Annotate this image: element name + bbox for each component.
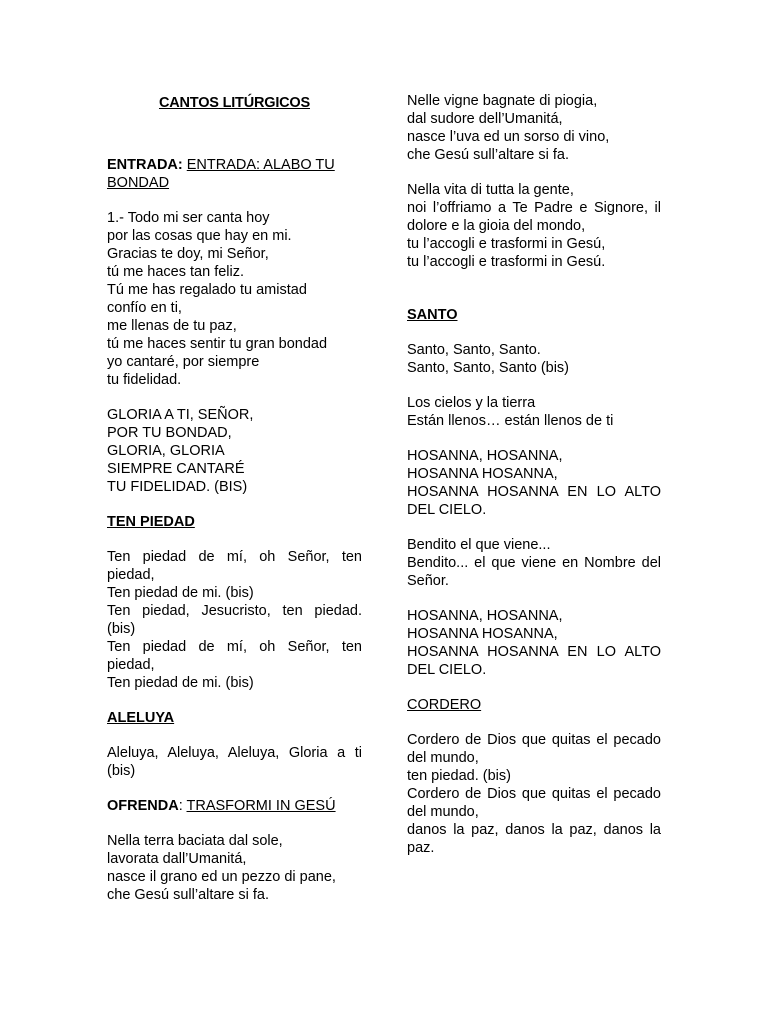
lyric-line: Santo, Santo, Santo (bis) [407, 360, 570, 376]
lyric-line: Bendito... el que viene en Nombre del [407, 555, 661, 571]
lyric-line: HOSANNA HOSANNA EN LO ALTO [407, 484, 661, 500]
lyric-line: Cordero de Dios que quitas el pecado [407, 732, 661, 748]
entrada-heading [107, 156, 362, 192]
lyric-line: POR TU BONDAD, [107, 425, 232, 441]
aleluya-lyrics [107, 744, 362, 780]
aleluya-heading-text: ALELUYA [107, 710, 175, 726]
lyric-line: tú me haces sentir tu gran bondad [107, 336, 328, 352]
cordero-lyrics [407, 731, 661, 857]
entrada-verse [107, 209, 362, 389]
lyric-line: HOSANNA, HOSANNA, [407, 448, 563, 464]
left-column [107, 92, 362, 904]
lyric-line: Ten piedad de mí, oh Señor, ten [107, 639, 362, 655]
santo-heading-text: SANTO [407, 307, 458, 323]
lyric-line: TU FIDELIDAD. (BIS) [107, 479, 248, 495]
lyric-line: HOSANNA HOSANNA EN LO ALTO [407, 644, 661, 660]
lyric-line: Nella vita di tutta la gente, [407, 182, 574, 198]
cordero-heading [407, 696, 661, 714]
lyric-line: Tú me has regalado tu amistad [107, 282, 307, 298]
lyric-line: che Gesú sull’altare si fa. [407, 147, 569, 163]
lyric-line: tu fidelidad. [107, 372, 182, 388]
ofrenda-label: OFRENDA [107, 798, 179, 814]
right-column [407, 92, 661, 857]
ofrenda-heading [107, 797, 362, 815]
lyric-line: por las cosas que hay en mi. [107, 228, 292, 244]
lyric-line: del mundo, [407, 750, 479, 766]
lyric-line: del mundo, [407, 804, 479, 820]
lyric-line: DEL CIELO. [407, 502, 487, 518]
lyric-line: dal sudore dell’Umanitá, [407, 111, 563, 127]
lyric-line: 1.- Todo mi ser canta hoy [107, 210, 270, 226]
ten-piedad-heading [107, 513, 362, 531]
lyric-line: HOSANNA, HOSANNA, [407, 608, 563, 624]
lyric-line: piedad, [107, 567, 155, 583]
lyric-line: SIEMPRE CANTARÉ [107, 461, 245, 477]
lyric-line: (bis) [107, 763, 136, 779]
lyric-line: Señor. [407, 573, 449, 589]
lyric-line: Cordero de Dios que quitas el pecado [407, 786, 661, 802]
lyric-line: Ten piedad de mi. (bis) [107, 585, 254, 601]
lyric-line: ten piedad. (bis) [407, 768, 511, 784]
lyric-line: Ten piedad, Jesucristo, ten piedad. [107, 603, 362, 619]
lyric-line: GLORIA, GLORIA [107, 443, 225, 459]
lyric-line: dolore e la gioia del mondo, [407, 218, 586, 234]
santo-lyrics [407, 341, 661, 679]
lyric-line: GLORIA A TI, SEÑOR, [107, 407, 254, 423]
lyric-line: Gracias te doy, mi Señor, [107, 246, 269, 262]
lyric-line: lavorata dall’Umanitá, [107, 851, 247, 867]
lyric-line: yo cantaré, por siempre [107, 354, 260, 370]
lyric-line: confío en ti, [107, 300, 182, 316]
lyric-line: noi l’offriamo a Te Padre e Signore, il [407, 200, 661, 216]
lyric-line: HOSANNA HOSANNA, [407, 626, 558, 642]
ofrenda-colon: : [178, 798, 183, 814]
entrada-song-title: ENTRADA: ALABO TU [186, 157, 335, 173]
lyric-line: Nella terra baciata dal sole, [107, 833, 283, 849]
aleluya-heading [107, 709, 362, 727]
lyric-line: HOSANNA HOSANNA, [407, 466, 558, 482]
lyric-line: tú me haces tan feliz. [107, 264, 245, 280]
lyric-line: Santo, Santo, Santo. [407, 342, 541, 358]
santo-heading [407, 306, 661, 324]
lyric-line: paz. [407, 840, 435, 856]
lyric-line: me llenas de tu paz, [107, 318, 237, 334]
lyric-line: nasce il grano ed un pezzo di pane, [107, 869, 336, 885]
lyric-line: tu l’accogli e trasformi in Gesú, [407, 236, 606, 252]
lyric-line: Los cielos y la tierra [407, 395, 536, 411]
ofrenda-stanza-2 [407, 92, 661, 164]
lyric-line: piedad, [107, 657, 155, 673]
entrada-chorus [107, 406, 362, 496]
page-title: CANTOS LITÚRGICOS [158, 95, 310, 111]
cordero-heading-text: CORDERO [407, 697, 482, 713]
entrada-label: ENTRADA: [107, 157, 183, 173]
lyric-line: danos la paz, danos la paz, danos la [407, 822, 661, 838]
ofrenda-stanza-1 [107, 832, 362, 904]
ofrenda-song-title: TRASFORMI IN GESÚ [186, 798, 336, 814]
lyric-line: tu l’accogli e trasformi in Gesú. [407, 254, 606, 270]
lyric-line: Ten piedad de mi. (bis) [107, 675, 254, 691]
entrada-song-title-cont: BONDAD [107, 175, 170, 191]
lyric-line: Nelle vigne bagnate di piogia, [407, 93, 598, 109]
lyric-line: (bis) [107, 621, 136, 637]
lyric-line: DEL CIELO. [407, 662, 487, 678]
ten-piedad-lyrics [107, 548, 362, 692]
lyric-line: Ten piedad de mí, oh Señor, ten [107, 549, 362, 565]
ofrenda-stanza-3 [407, 181, 661, 271]
lyric-line: Están llenos… están llenos de ti [407, 413, 614, 429]
lyric-line: nasce l’uva ed un sorso di vino, [407, 129, 610, 145]
ten-piedad-heading-text: TEN PIEDAD [107, 514, 195, 530]
lyric-line: Aleluya, Aleluya, Aleluya, Gloria a ti [107, 745, 362, 761]
lyric-line: Bendito el que viene... [407, 537, 551, 553]
lyric-line: che Gesú sull’altare si fa. [107, 887, 269, 903]
